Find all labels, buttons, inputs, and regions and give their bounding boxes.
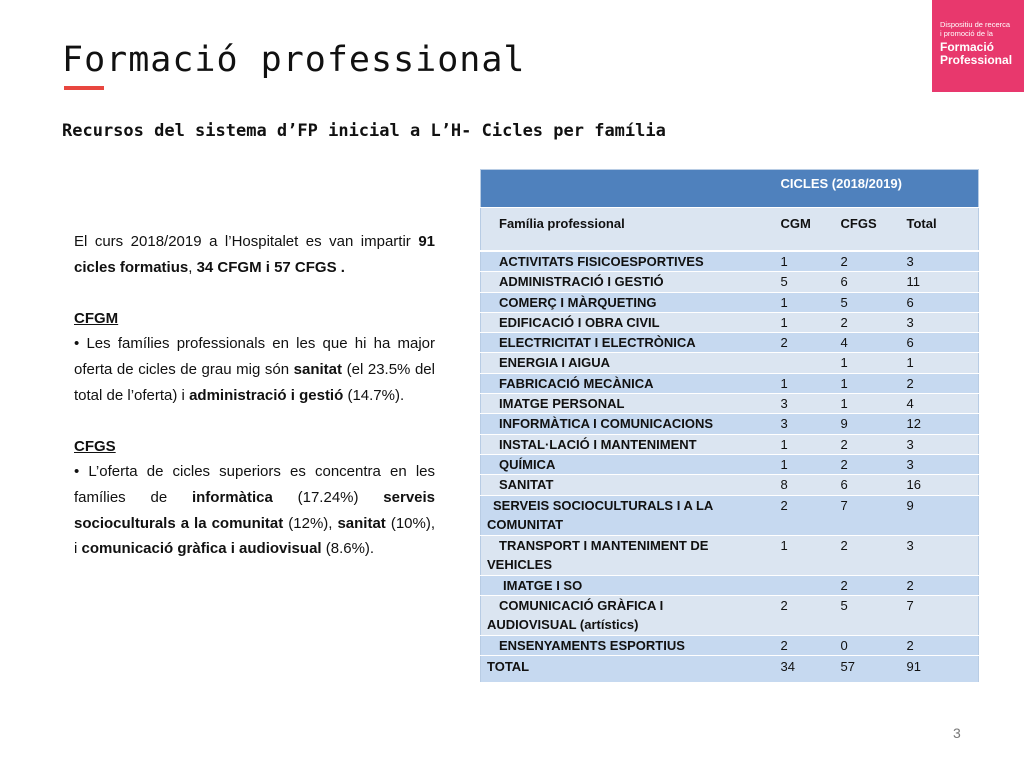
family-name: SANITAT bbox=[481, 475, 775, 495]
cgm-value: 2 bbox=[775, 635, 835, 655]
cfgs-value: 2 bbox=[835, 535, 901, 575]
page-title: Formació professional bbox=[62, 40, 526, 80]
cgm-value: 1 bbox=[775, 434, 835, 454]
cycles-table bbox=[480, 169, 979, 683]
table-column-header-row bbox=[481, 208, 979, 252]
cfgs-value: 6 bbox=[835, 272, 901, 292]
total-value: 7 bbox=[901, 595, 979, 635]
total-label: TOTAL bbox=[481, 656, 775, 683]
intro-highlight-cycles: 91 cicles formatius bbox=[74, 233, 435, 276]
logo-line-4: Professional bbox=[940, 53, 1013, 67]
cgm-value: 2 bbox=[775, 333, 835, 353]
cfgm-text-2: (el 23.5% del total de l’oferta) i bbox=[74, 360, 435, 404]
column-header-cgm: CGM bbox=[775, 208, 835, 252]
table-row bbox=[481, 414, 979, 434]
cgm-value: 3 bbox=[775, 414, 835, 434]
table-row bbox=[481, 373, 979, 393]
table-row bbox=[481, 454, 979, 474]
title-underline bbox=[64, 86, 104, 90]
cycles-table-container bbox=[480, 169, 978, 683]
cgm-value: 1 bbox=[775, 292, 835, 312]
total-total: 91 bbox=[901, 656, 979, 683]
cgm-value: 2 bbox=[775, 595, 835, 635]
cfgm-paragraph bbox=[74, 331, 435, 408]
page-number: 3 bbox=[953, 725, 961, 741]
cfgs-highlight-serveis: serveis socioculturals a la comunitat bbox=[74, 488, 436, 532]
family-name: IMATGE PERSONAL bbox=[481, 394, 775, 414]
table-row bbox=[481, 272, 979, 292]
total-value: 3 bbox=[901, 434, 979, 454]
table-row bbox=[481, 475, 979, 495]
cfgs-heading: CFGS bbox=[74, 437, 116, 455]
cfgs-value: 1 bbox=[835, 353, 901, 373]
cgm-value: 1 bbox=[775, 454, 835, 474]
family-name: INFORMÀTICA I COMUNICACIONS bbox=[481, 414, 775, 434]
cfgs-value: 5 bbox=[835, 595, 901, 635]
total-value: 3 bbox=[901, 535, 979, 575]
family-name: ACTIVITATS FISICOESPORTIVES bbox=[481, 251, 775, 272]
cfgs-text-4: (10%), i bbox=[74, 514, 436, 558]
cgm-value bbox=[775, 575, 835, 595]
intro-separator: , bbox=[188, 258, 197, 276]
family-name-line-1: COMUNICACIÓ GRÀFICA I bbox=[499, 597, 664, 613]
total-value: 9 bbox=[901, 495, 979, 535]
intro-highlight-split: 34 CFGM i 57 CFGS . bbox=[196, 258, 345, 276]
table-row bbox=[481, 333, 979, 353]
cgm-value: 2 bbox=[775, 495, 835, 535]
family-name: ENERGIA I AIGUA bbox=[481, 353, 775, 373]
page-subtitle: Recursos del sistema d’FP inicial a L’H- Cicles per família bbox=[62, 121, 666, 141]
family-name: COMERÇ I MÀRQUETING bbox=[481, 292, 775, 312]
table-row bbox=[481, 292, 979, 312]
cfgs-value: 6 bbox=[835, 475, 901, 495]
summary-text bbox=[74, 229, 435, 562]
cfgs-value: 1 bbox=[835, 394, 901, 414]
cfgs-value: 2 bbox=[835, 575, 901, 595]
cfgm-text: • Les famílies professionals en les que hi ha major oferta de cicles de grau mig són bbox=[74, 335, 435, 378]
family-name: QUÍMICA bbox=[481, 454, 775, 474]
logo-line-2: i promoció de la bbox=[940, 29, 993, 38]
family-name bbox=[481, 495, 775, 535]
total-value: 6 bbox=[901, 333, 979, 353]
table-group-header-row bbox=[481, 170, 979, 208]
family-name: FABRICACIÓ MECÀNICA bbox=[481, 373, 775, 393]
family-name: INSTAL·LACIÓ I MANTENIMENT bbox=[481, 434, 775, 454]
cgm-value bbox=[775, 353, 835, 373]
cfgm-highlight-sanitat: sanitat bbox=[293, 360, 343, 378]
cfgs-text-3: (12%), bbox=[283, 514, 338, 532]
total-value: 2 bbox=[901, 575, 979, 595]
cfgm-text-3: (14.7%). bbox=[343, 386, 405, 404]
cfgs-text-5: (8.6%). bbox=[321, 540, 375, 558]
cfgs-text-2: (17.24%) bbox=[272, 488, 384, 506]
total-value: 2 bbox=[901, 373, 979, 393]
family-name: IMATGE I SO bbox=[481, 575, 775, 595]
family-name-line-2: VEHICLES bbox=[487, 556, 553, 572]
cfgs-value: 2 bbox=[835, 434, 901, 454]
logo-line-1: Dispositiu de recerca bbox=[940, 20, 1011, 29]
cfgm-heading: CFGM bbox=[74, 309, 119, 327]
total-value: 16 bbox=[901, 475, 979, 495]
table-group-header: CICLES (2018/2019) bbox=[775, 170, 979, 208]
table-group-header-empty bbox=[481, 170, 775, 208]
total-value: 4 bbox=[901, 394, 979, 414]
cgm-value: 1 bbox=[775, 535, 835, 575]
cfgs-paragraph bbox=[74, 459, 435, 561]
cfgm-highlight-admin: administració i gestió bbox=[189, 386, 344, 404]
total-value: 2 bbox=[901, 635, 979, 655]
family-name: ELECTRICITAT I ELECTRÒNICA bbox=[481, 333, 775, 353]
brand-logo bbox=[932, 0, 1024, 92]
cfgs-value: 2 bbox=[835, 251, 901, 272]
table-row bbox=[481, 394, 979, 414]
total-value: 3 bbox=[901, 312, 979, 332]
cfgs-highlight-comunicacio: comunicació gràfica i audiovisual bbox=[81, 540, 322, 558]
table-row bbox=[481, 635, 979, 655]
cfgs-text: • L’oferta de cicles superiors es concentra en les famílies de bbox=[74, 463, 435, 506]
table-row bbox=[481, 434, 979, 454]
total-value: 3 bbox=[901, 251, 979, 272]
logo-line-3: Formació bbox=[940, 40, 995, 54]
table-row bbox=[481, 575, 979, 595]
total-value: 6 bbox=[901, 292, 979, 312]
cfgs-value: 0 bbox=[835, 635, 901, 655]
column-header-cfgs: CFGS bbox=[835, 208, 901, 252]
table-row bbox=[481, 353, 979, 373]
intro-paragraph bbox=[74, 229, 435, 280]
total-value: 11 bbox=[901, 272, 979, 292]
family-name bbox=[481, 535, 775, 575]
table-row bbox=[481, 495, 979, 535]
family-name-line-2: COMUNITAT bbox=[487, 516, 564, 532]
table-row bbox=[481, 312, 979, 332]
column-header-family: Família professional bbox=[481, 208, 775, 252]
total-value: 3 bbox=[901, 454, 979, 474]
total-value: 1 bbox=[901, 353, 979, 373]
table-row bbox=[481, 595, 979, 635]
cgm-value: 1 bbox=[775, 373, 835, 393]
intro-text: El curs 2018/2019 a l’Hospitalet es van impartir bbox=[74, 233, 419, 250]
total-cgm: 34 bbox=[775, 656, 835, 683]
family-name bbox=[481, 595, 775, 635]
cgm-value: 1 bbox=[775, 312, 835, 332]
family-name-line-1: SERVEIS SOCIOCULTURALS I A LA bbox=[493, 497, 714, 513]
total-cfgs: 57 bbox=[835, 656, 901, 683]
total-value: 12 bbox=[901, 414, 979, 434]
cfgs-value: 9 bbox=[835, 414, 901, 434]
cfgs-value: 2 bbox=[835, 312, 901, 332]
cfgs-value: 7 bbox=[835, 495, 901, 535]
column-header-total: Total bbox=[901, 208, 979, 252]
cfgs-value: 5 bbox=[835, 292, 901, 312]
cfgs-value: 4 bbox=[835, 333, 901, 353]
cfgs-highlight-sanitat: sanitat bbox=[337, 514, 386, 532]
cgm-value: 8 bbox=[775, 475, 835, 495]
family-name: ADMINISTRACIÓ I GESTIÓ bbox=[481, 272, 775, 292]
cfgs-value: 2 bbox=[835, 454, 901, 474]
table-row bbox=[481, 535, 979, 575]
family-name-line-1: TRANSPORT I MANTENIMENT DE bbox=[499, 537, 709, 553]
cgm-value: 1 bbox=[775, 251, 835, 272]
family-name: ENSENYAMENTS ESPORTIUS bbox=[481, 635, 775, 655]
family-name-line-2: AUDIOVISUAL (artístics) bbox=[487, 616, 639, 632]
cfgs-value: 1 bbox=[835, 373, 901, 393]
table-row bbox=[481, 251, 979, 272]
table-total-row bbox=[481, 656, 979, 683]
cgm-value: 3 bbox=[775, 394, 835, 414]
family-name: EDIFICACIÓ I OBRA CIVIL bbox=[481, 312, 775, 332]
cfgs-highlight-informatica: informàtica bbox=[191, 488, 273, 506]
cgm-value: 5 bbox=[775, 272, 835, 292]
